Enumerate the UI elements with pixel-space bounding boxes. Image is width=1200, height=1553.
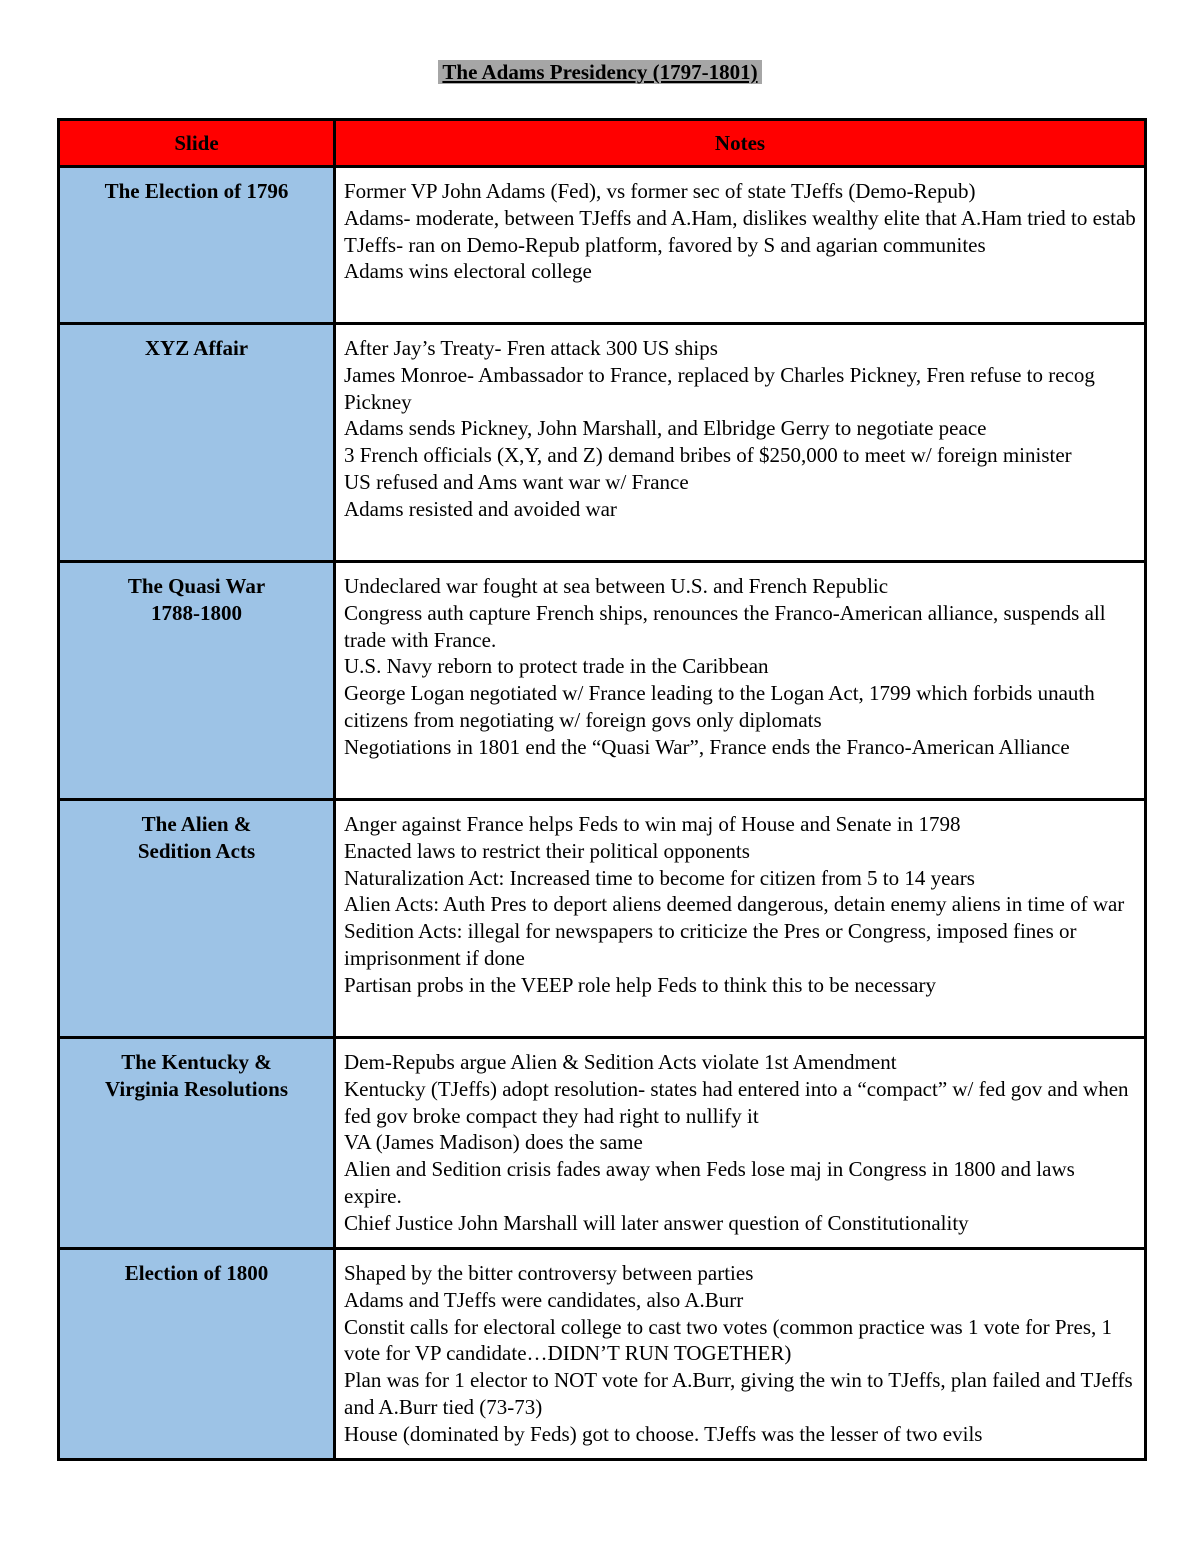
table-row	[59, 800, 1146, 1038]
note-line: Chief Justice John Marshall will later answer question of Constitutionality	[344, 1210, 969, 1235]
header-row	[59, 120, 1146, 167]
note-line: Alien and Sedition crisis fades away when Feds lose maj in Congress in 1800 and laws expire.	[344, 1157, 1075, 1208]
header-notes: Notes	[335, 120, 1146, 167]
notes-cell	[335, 1249, 1146, 1460]
note-line: Enacted laws to restrict their political opponents	[344, 838, 750, 863]
note-line: Undeclared war fought at sea between U.S. and French Republic	[344, 574, 889, 598]
table-row	[59, 562, 1146, 800]
table-row	[59, 324, 1146, 562]
note-line: Constit calls for electoral college to cast two votes (common practice was 1 vote for Pres, 1 vote for VP candidate…DIDN’T RUN TOGETHER)	[344, 1314, 1113, 1366]
table-row	[59, 1038, 1146, 1249]
note-line: Negotiations in 1801 end the “Quasi War”, France ends the Franco-American Alliance	[344, 734, 1070, 759]
note-line: Alien Acts: Auth Pres to deport aliens deemed dangerous, detain enemy aliens in time of war	[344, 892, 1125, 917]
note-line: Dem-Repubs argue Alien & Sedition Acts violate 1st Amendment	[344, 1050, 897, 1074]
note-line: Former VP John Adams (Fed), vs former sec of state TJeffs (Demo-Repub)	[344, 179, 976, 203]
table-row	[59, 167, 1146, 324]
notes-table	[57, 118, 1147, 1461]
slide-cell: The Quasi War 1788-1800	[59, 562, 335, 800]
slide-cell: The Kentucky & Virginia Resolutions	[59, 1038, 335, 1249]
table-row	[59, 1249, 1146, 1460]
document-title	[0, 58, 1200, 86]
note-line: Anger against France helps Feds to win maj of House and Senate in 1798	[344, 812, 961, 836]
notes-cell	[335, 1038, 1146, 1249]
notes-cell	[335, 562, 1146, 800]
note-line: George Logan negotiated w/ France leading to the Logan Act, 1799 which forbids unauth citizens from negotiating w/ foreign govs only diplomats	[344, 681, 1095, 732]
note-line: Plan was for 1 elector to NOT vote for A.Burr, giving the win to TJeffs, plan failed and TJeffs and A.Burr tied (73-73)	[344, 1368, 1133, 1419]
note-line: Congress auth capture French ships, renounces the Franco-American alliance, suspends all trade with France.	[344, 600, 1106, 652]
note-line: Adams wins electoral college	[344, 259, 592, 284]
note-line: Adams and TJeffs were candidates, also A.Burr	[344, 1287, 744, 1312]
note-line: Shaped by the bitter controversy between parties	[344, 1261, 754, 1285]
header-slide: Slide	[59, 120, 335, 167]
slide-cell: Election of 1800	[59, 1249, 335, 1460]
note-line: Partisan probs in the VEEP role help Feds to think this to be necessary	[344, 972, 936, 997]
note-line: Adams resisted and avoided war	[344, 496, 617, 521]
slide-cell: The Election of 1796	[59, 167, 335, 324]
note-line: After Jay’s Treaty- Fren attack 300 US ships	[344, 336, 718, 360]
note-line: Adams sends Pickney, John Marshall, and Elbridge Gerry to negotiate peace	[344, 416, 987, 441]
note-line: TJeffs- ran on Demo-Repub platform, favored by S and agarian communites	[344, 232, 986, 257]
note-line: US refused and Ams want war w/ France	[344, 469, 689, 494]
note-line: House (dominated by Feds) got to choose. TJeffs was the lesser of two evils	[344, 1421, 983, 1446]
notes-cell	[335, 324, 1146, 562]
note-line: Kentucky (TJeffs) adopt resolution- states had entered into a “compact” w/ fed gov and when fed gov broke compact they had right to nullify it	[344, 1076, 1129, 1128]
slide-cell: The Alien & Sedition Acts	[59, 800, 335, 1038]
note-line: Sedition Acts: illegal for newspapers to criticize the Pres or Congress, imposed fines or imprisonment if done	[344, 919, 1077, 970]
note-line: James Monroe- Ambassador to France, replaced by Charles Pickney, Fren refuse to recog Pickney	[344, 362, 1095, 414]
notes-cell	[335, 167, 1146, 324]
note-line: U.S. Navy reborn to protect trade in the Caribbean	[344, 654, 769, 679]
slide-cell: XYZ Affair	[59, 324, 335, 562]
note-line: VA (James Madison) does the same	[344, 1130, 643, 1155]
notes-cell	[335, 800, 1146, 1038]
note-line: Naturalization Act: Increased time to become for citizen from 5 to 14 years	[344, 865, 975, 890]
document-title-text: The Adams Presidency (1797-1801)	[438, 60, 761, 84]
note-line: Adams- moderate, between TJeffs and A.Ham, dislikes wealthy elite that A.Ham tried to estab	[344, 205, 1136, 230]
note-line: 3 French officials (X,Y, and Z) demand bribes of $250,000 to meet w/ foreign minister	[344, 443, 1072, 468]
